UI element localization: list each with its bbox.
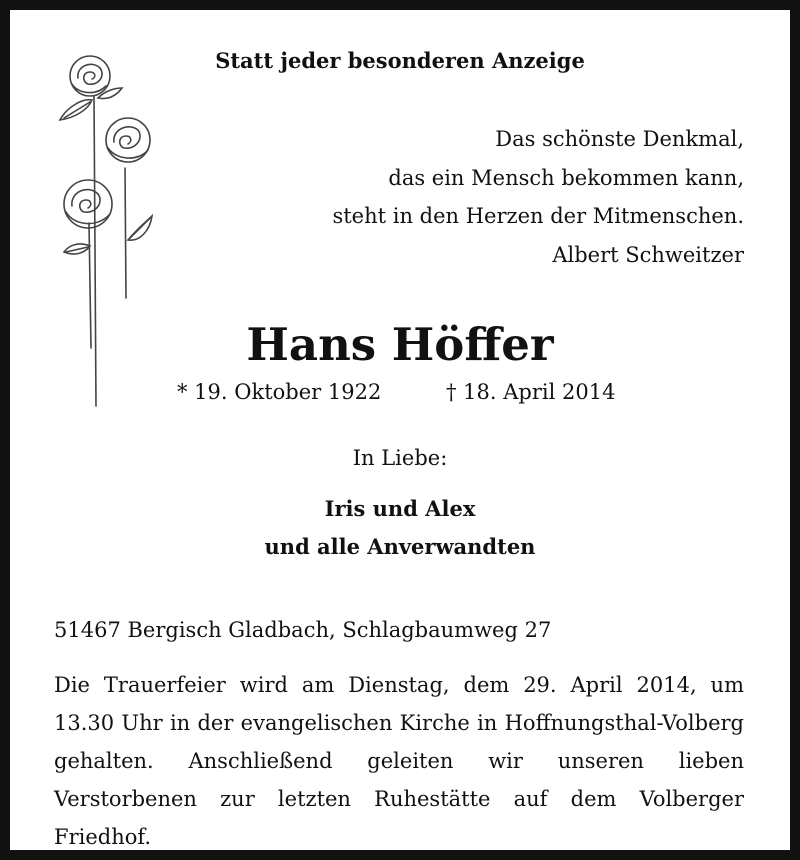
mourner-line: und alle Anverwandten [264,534,536,559]
mourner-line: Iris und Alex [324,496,476,521]
quote-block [332,120,744,274]
quote-author: Albert Schweitzer [552,242,744,267]
funeral-text: Die Trauerfeier wird am Dienstag, dem 29. April 2014, um 13.30 Uhr in der evangelischen Kirche in Hoffnungsthal-Volberg gehalten. Anschließend geleiten wir unseren lieben Verstorbenen zur letzten Ruhestätte auf dem Volberger Friedhof. [54,673,744,849]
love-label: In Liebe: [352,446,448,470]
birth-date: * 19. Oktober 1922 [177,380,382,404]
mourners-block [0,490,800,566]
address: 51467 Bergisch Gladbach, Schlagbaumweg 27 [54,618,552,642]
quote-line: das ein Mensch bekommen kann, [388,165,744,190]
header-text: Statt jeder besonderen Anzeige [215,48,585,73]
death-date: † 18. April 2014 [446,380,616,404]
quote-line: Das schönste Denkmal, [495,127,744,151]
notice-header [0,48,800,73]
deceased-name: Hans Höffer [246,318,554,371]
quote-line: steht in den Herzen der Mitmenschen. [332,204,744,228]
